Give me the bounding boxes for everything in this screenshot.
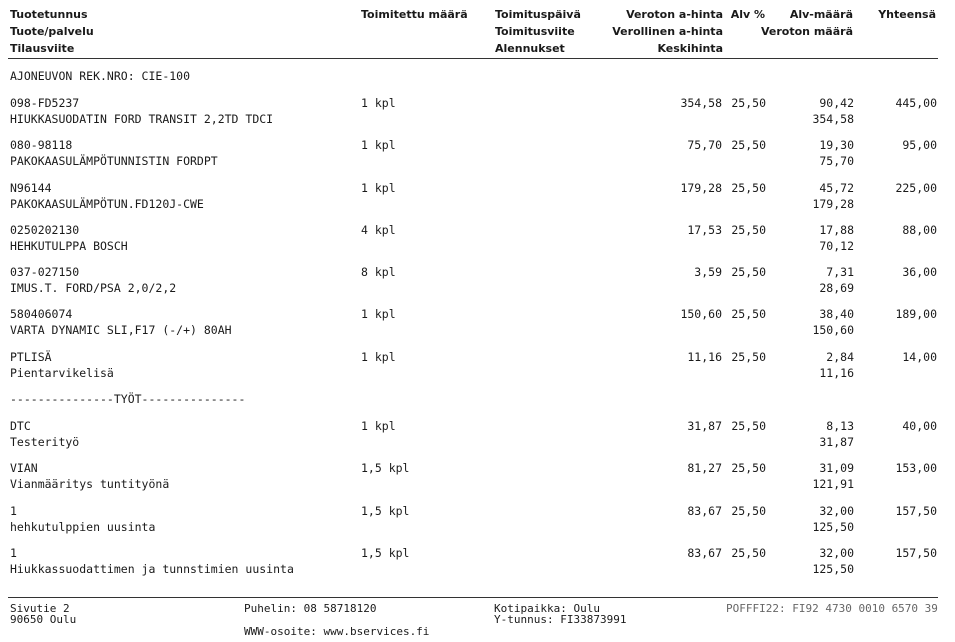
item-net-amount: 28,69	[819, 281, 854, 295]
footer-website: WWW-osoite: www.bservices.fi	[244, 625, 430, 638]
header-col-product: Tuotetunnus Tuote/palvelu Tilausviite	[10, 8, 94, 55]
item-unit-price: 179,28	[680, 181, 722, 195]
item-code: 1	[10, 546, 17, 560]
item-net-amount: 179,28	[812, 197, 854, 211]
item-code: 098-FD5237	[10, 96, 80, 110]
item-total: 14,00	[902, 350, 937, 364]
item-net-amount: 125,50	[812, 520, 854, 534]
item-unit-price: 81,27	[687, 461, 722, 475]
item-code: DTC	[10, 419, 31, 433]
item-vat-amount: 45,72	[819, 181, 854, 195]
item-total: 225,00	[895, 181, 937, 195]
item-quantity: 1 kpl	[361, 419, 396, 433]
item-name: Vianmääritys tuntityönä	[10, 477, 170, 491]
item-code: PTLISÄ	[10, 350, 52, 364]
header-col-delivery: Toimituspäivä Toimitusviite Alennukset	[495, 8, 581, 55]
item-vat-percent: 25,50	[731, 96, 766, 110]
item-vat-amount: 31,09	[819, 461, 854, 475]
item-vat-percent: 25,50	[731, 265, 766, 279]
item-name: HEHKUTULPPA BOSCH	[10, 239, 128, 253]
item-code: 580406074	[10, 307, 73, 321]
item-net-amount: 121,91	[812, 477, 854, 491]
item-code: 080-98118	[10, 138, 73, 152]
item-code: 0250202130	[10, 223, 80, 237]
item-name: Pientarvikelisä	[10, 366, 114, 380]
item-unit-price: 17,53	[687, 223, 722, 237]
item-name: hehkutulppien uusinta	[10, 520, 156, 534]
footer-divider	[8, 597, 938, 598]
footer-address-2: 90650 Oulu	[10, 613, 77, 626]
item-total: 157,50	[895, 504, 937, 518]
footer-phone: Puhelin: 08 58718120	[244, 602, 377, 615]
item-vat-amount: 2,84	[826, 350, 854, 364]
item-quantity: 1,5 kpl	[361, 504, 410, 518]
item-code: 037-027150	[10, 265, 80, 279]
item-quantity: 1,5 kpl	[361, 546, 410, 560]
item-quantity: 1 kpl	[361, 96, 396, 110]
item-name: PAKOKAASULÄMPÖTUN.FD120J-CWE	[10, 197, 204, 211]
item-vat-amount: 7,31	[826, 265, 854, 279]
item-total: 153,00	[895, 461, 937, 475]
item-vat-amount: 17,88	[819, 223, 854, 237]
item-code: N96144	[10, 181, 52, 195]
item-unit-price: 31,87	[687, 419, 722, 433]
item-total: 157,50	[895, 546, 937, 560]
footer-address-1: Sivutie 2	[10, 602, 70, 615]
item-total: 189,00	[895, 307, 937, 321]
work-section-separator: ---------------TYÖT---------------	[10, 392, 246, 406]
item-vat-percent: 25,50	[731, 223, 766, 237]
item-code: 1	[10, 504, 17, 518]
item-vat-amount: 32,00	[819, 504, 854, 518]
vehicle-registration: AJONEUVON REK.NRO: CIE-100	[10, 69, 191, 83]
item-vat-percent: 25,50	[731, 307, 766, 321]
item-name: PAKOKAASULÄMPÖTUNNISTIN FORDPT	[10, 154, 218, 168]
item-code: VIAN	[10, 461, 38, 475]
item-vat-percent: 25,50	[731, 138, 766, 152]
item-vat-amount: 90,42	[819, 96, 854, 110]
item-net-amount: 354,58	[812, 112, 854, 126]
footer-bank-account: POFFFI22: FI92 4730 0010 6570 39	[726, 602, 938, 615]
header-col-vat-percent: Alv %	[730, 8, 765, 21]
item-total: 36,00	[902, 265, 937, 279]
item-unit-price: 3,59	[694, 265, 722, 279]
item-net-amount: 125,50	[812, 562, 854, 576]
footer-business-id: Y-tunnus: FI33873991	[494, 613, 627, 626]
item-vat-amount: 38,40	[819, 307, 854, 321]
item-vat-percent: 25,50	[731, 419, 766, 433]
item-name: VARTA DYNAMIC SLI,F17 (-/+) 80AH	[10, 323, 232, 337]
item-vat-percent: 25,50	[731, 181, 766, 195]
item-total: 40,00	[902, 419, 937, 433]
item-vat-amount: 8,13	[826, 419, 854, 433]
item-quantity: 1 kpl	[361, 181, 396, 195]
header-divider	[8, 58, 938, 59]
item-net-amount: 11,16	[819, 366, 854, 380]
item-total: 95,00	[902, 138, 937, 152]
item-quantity: 8 kpl	[361, 265, 396, 279]
header-col-quantity: Toimitettu määrä	[361, 8, 468, 21]
item-vat-percent: 25,50	[731, 461, 766, 475]
item-name: IMUS.T. FORD/PSA 2,0/2,2	[10, 281, 177, 295]
item-net-amount: 31,87	[819, 435, 854, 449]
item-net-amount: 75,70	[819, 154, 854, 168]
item-unit-price: 11,16	[687, 350, 722, 364]
item-unit-price: 354,58	[680, 96, 722, 110]
item-vat-percent: 25,50	[731, 504, 766, 518]
item-net-amount: 150,60	[812, 323, 854, 337]
item-total: 445,00	[895, 96, 937, 110]
item-quantity: 1,5 kpl	[361, 461, 410, 475]
item-quantity: 1 kpl	[361, 138, 396, 152]
item-name: Hiukkassuodattimen ja tunnstimien uusinta	[10, 562, 294, 576]
item-vat-percent: 25,50	[731, 546, 766, 560]
header-col-total: Yhteensä	[878, 8, 936, 21]
item-total: 88,00	[902, 223, 937, 237]
footer-domicile: Kotipaikka: Oulu	[494, 602, 600, 615]
item-unit-price: 83,67	[687, 504, 722, 518]
item-name: Testerityö	[10, 435, 80, 449]
item-quantity: 1 kpl	[361, 350, 396, 364]
item-quantity: 1 kpl	[361, 307, 396, 321]
header-col-vat-amount: Alv-määrä Veroton määrä	[761, 8, 853, 38]
item-vat-amount: 19,30	[819, 138, 854, 152]
item-unit-price: 83,67	[687, 546, 722, 560]
item-vat-amount: 32,00	[819, 546, 854, 560]
item-name: HIUKKASUODATIN FORD TRANSIT 2,2TD TDCI	[10, 112, 274, 126]
item-unit-price: 75,70	[687, 138, 722, 152]
header-col-unit-price: Veroton a-hinta Verollinen a-hinta Keskihinta	[612, 8, 723, 55]
item-unit-price: 150,60	[680, 307, 722, 321]
item-net-amount: 70,12	[819, 239, 854, 253]
item-quantity: 4 kpl	[361, 223, 396, 237]
item-vat-percent: 25,50	[731, 350, 766, 364]
